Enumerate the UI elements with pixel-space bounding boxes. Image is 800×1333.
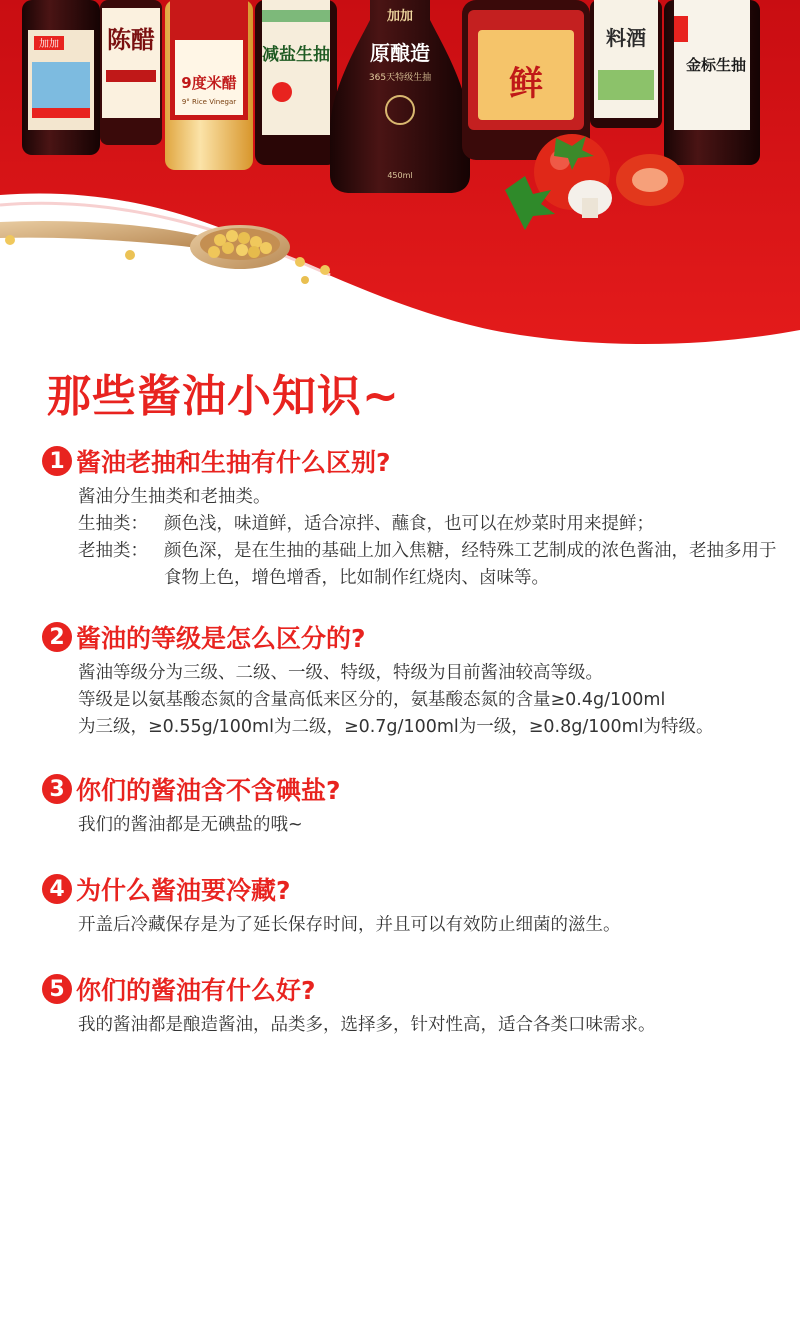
faq-question: 为什么酱油要冷藏? (76, 876, 291, 905)
faq-answer (78, 484, 782, 592)
faq-item-5 (42, 970, 782, 1039)
faq-item-2 (42, 618, 782, 741)
answer-line: 等级是以氨基酸态氮的含量高低来区分的，氨基酸态氮的含量≥0.4g/100ml (78, 690, 666, 710)
bottle-7-label: 料酒 (606, 26, 646, 50)
definition-label: 生抽类： (78, 514, 148, 534)
faq-answer (78, 1012, 782, 1039)
definition-text: 颜色深，是在生抽的基础上加入焦糖，经特殊工艺制成的浓色酱油，老抽多用于食物上色，增色增香，比如制作红烧肉、卤味等。 (164, 541, 777, 588)
definition-row (78, 538, 782, 592)
definition-label: 老抽类： (78, 541, 148, 561)
bottle-1-label: 加加 (39, 39, 59, 50)
bottle-5-title: 原酿造 (370, 41, 430, 65)
bottle-6-label: 鲜 (509, 64, 543, 104)
answer-line: 我的酱油都是酿造酱油，品类多，选择多，针对性高，适合各类口味需求。 (78, 1015, 656, 1035)
bottle-3 (165, 0, 253, 170)
number-badge: 2 (42, 622, 72, 652)
bottle-5-brand: 加加 (386, 9, 414, 24)
bottle-2-label: 陈醋 (107, 25, 155, 54)
answer-line: 为三级，≥0.55g/100ml为二级，≥0.7g/100ml为一级，≥0.8g/100ml为特级。 (78, 717, 714, 737)
definition-text: 颜色浅，味道鲜，适合凉拌、蘸食，也可以在炒菜时用来提鲜； (164, 514, 654, 534)
answer-line: 酱油等级分为三级、二级、一级、特级，特级为目前酱油较高等级。 (78, 663, 603, 683)
bottle-2 (100, 0, 162, 145)
number-badge: 1 (42, 446, 72, 476)
bottle-4 (255, 0, 337, 165)
faq-item-3 (42, 770, 782, 839)
faq-question-row (42, 618, 782, 656)
bottle-5-volume: 450ml (387, 171, 413, 180)
faq-item-1 (42, 442, 782, 592)
faq-question-row (42, 970, 782, 1008)
faq-question: 酱油的等级是怎么区分的? (76, 624, 366, 653)
answer-line: 酱油分生抽类和老抽类。 (78, 487, 271, 507)
bottle-8-label: 金标生抽 (685, 56, 747, 74)
answer-line: 我们的酱油都是无碘盐的哦~ (78, 815, 303, 835)
definition-row (78, 511, 782, 538)
faq-item-4 (42, 870, 782, 939)
faq-question-row (42, 870, 782, 908)
faq-question-row (42, 770, 782, 808)
bottle-5-sub: 365天特级生抽 (368, 73, 432, 83)
page-title: 那些酱油小知识~ (47, 371, 400, 422)
bottle-4-label: 减盐生抽 (262, 45, 330, 65)
number-badge: 5 (42, 974, 72, 1004)
product-banner (0, 0, 800, 380)
answer-line: 开盖后冷藏保存是为了延长保存时间，并且可以有效防止细菌的滋生。 (78, 915, 621, 935)
banner-illustration (0, 0, 800, 380)
number-badge: 4 (42, 874, 72, 904)
bottle-3-label: 9度米醋 (181, 74, 237, 92)
faq-answer (78, 812, 782, 839)
number-badge: 3 (42, 774, 72, 804)
faq-question: 酱油老抽和生抽有什么区别? (76, 448, 391, 477)
bottle-7 (590, 0, 662, 128)
faq-answer (78, 660, 782, 741)
faq-question: 你们的酱油有什么好? (76, 976, 316, 1005)
faq-question: 你们的酱油含不含碘盐? (76, 776, 341, 805)
bottle-3-sublabel: 9° Rice Vinegar (181, 98, 237, 106)
bottle-8 (664, 0, 760, 165)
faq-answer (78, 912, 782, 939)
bottle-1 (22, 0, 100, 155)
faq-question-row (42, 442, 782, 480)
